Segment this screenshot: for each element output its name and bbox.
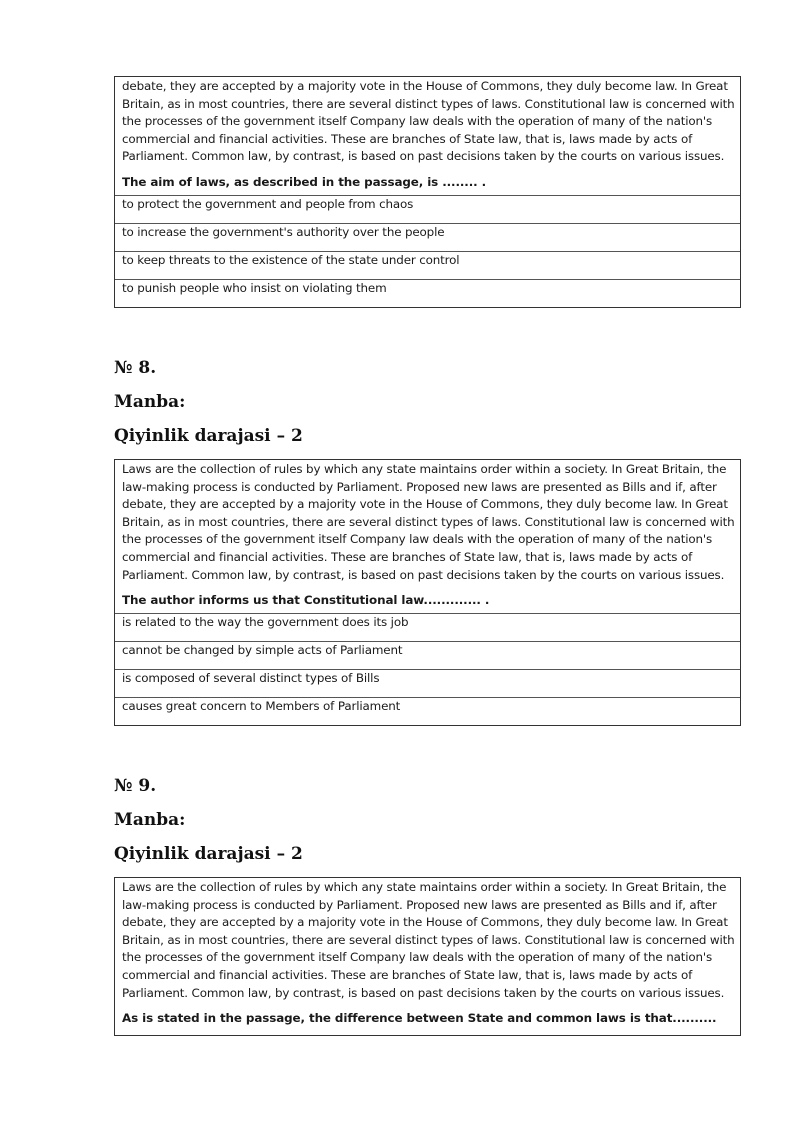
passage-line: law-making process is conducted by Parliament. Proposed new laws are presented as Bills and if, after xyxy=(122,479,717,494)
question-7-box xyxy=(114,76,741,308)
passage-line: debate, they are accepted by a majority vote in the House of Commons, they duly become law. In Great xyxy=(122,497,728,512)
question-9-difficulty: Qiyinlik darajasi – 2 xyxy=(114,844,303,864)
answer-option-label: to increase the government's authority over the people xyxy=(122,224,445,239)
answer-option[interactable] xyxy=(115,279,740,307)
answer-option-label: to protect the government and people from chaos xyxy=(122,196,414,211)
question-8-prompt: The author informs us that Constitutional law............. . xyxy=(122,593,490,608)
answer-option-label: is composed of several distinct types of Bills xyxy=(122,671,380,686)
answer-option[interactable] xyxy=(115,641,740,669)
answer-option[interactable] xyxy=(115,251,740,279)
passage-line: debate, they are accepted by a majority vote in the House of Commons, they duly become law. In Great xyxy=(122,915,728,930)
answer-option-label: to keep threats to the existence of the state under control xyxy=(122,252,460,267)
answer-option-label: is related to the way the government does its job xyxy=(122,615,409,630)
question-9-box xyxy=(114,877,741,1036)
question-8-passage xyxy=(115,460,740,584)
passage-line: Parliament. Common law, by contrast, is based on past decisions taken by the courts on various issues. xyxy=(122,567,725,582)
passage-line: commercial and financial activities. These are branches of State law, that is, laws made by acts of xyxy=(122,131,693,146)
question-9-passage xyxy=(115,878,740,1002)
question-8-source: Manba: xyxy=(114,392,186,412)
passage-line: law-making process is conducted by Parliament. Proposed new laws are presented as Bills and if, after xyxy=(122,897,717,912)
answer-option-label: to punish people who insist on violating them xyxy=(122,280,387,295)
question-8-number: № 8. xyxy=(114,358,157,378)
question-7-passage xyxy=(115,77,740,166)
answer-option[interactable] xyxy=(115,613,740,641)
passage-line: Britain, as in most countries, there are several distinct types of laws. Constitutional law is concerned with xyxy=(122,932,735,947)
answer-option[interactable] xyxy=(115,195,740,223)
question-7-prompt: The aim of laws, as described in the passage, is ........ . xyxy=(122,174,486,189)
passage-line: the processes of the government itself Company law deals with the operation of many of the nation's xyxy=(122,950,713,965)
question-9-number: № 9. xyxy=(114,776,157,796)
answer-option[interactable] xyxy=(115,223,740,251)
passage-line: Parliament. Common law, by contrast, is based on past decisions taken by the courts on various issues. xyxy=(122,985,725,1000)
question-9-source: Manba: xyxy=(114,810,186,830)
question-8-box xyxy=(114,459,741,726)
answer-option[interactable] xyxy=(115,697,740,725)
answer-option-label: cannot be changed by simple acts of Parliament xyxy=(122,643,403,658)
passage-line: the processes of the government itself Company law deals with the operation of many of the nation's xyxy=(122,532,713,547)
passage-line: Parliament. Common law, by contrast, is based on past decisions taken by the courts on various issues. xyxy=(122,149,725,164)
answer-option-label: causes great concern to Members of Parliament xyxy=(122,699,401,714)
passage-line: the processes of the government itself Company law deals with the operation of many of the nation's xyxy=(122,114,713,129)
passage-line: Britain, as in most countries, there are several distinct types of laws. Constitutional law is concerned with xyxy=(122,514,735,529)
passage-line: commercial and financial activities. These are branches of State law, that is, laws made by acts of xyxy=(122,549,693,564)
question-8-difficulty: Qiyinlik darajasi – 2 xyxy=(114,426,303,446)
question-9-prompt: As is stated in the passage, the difference between State and common laws is that.......... xyxy=(122,1011,717,1026)
passage-line: commercial and financial activities. These are branches of State law, that is, laws made by acts of xyxy=(122,967,693,982)
answer-option[interactable] xyxy=(115,669,740,697)
passage-line: debate, they are accepted by a majority vote in the House of Commons, they duly become law. In Great xyxy=(122,79,728,93)
passage-line: Britain, as in most countries, there are several distinct types of laws. Constitutional law is concerned with xyxy=(122,96,735,111)
passage-line: Laws are the collection of rules by which any state maintains order within a society. In Great Britain, the xyxy=(122,462,727,476)
passage-line: Laws are the collection of rules by which any state maintains order within a society. In Great Britain, the xyxy=(122,880,727,894)
